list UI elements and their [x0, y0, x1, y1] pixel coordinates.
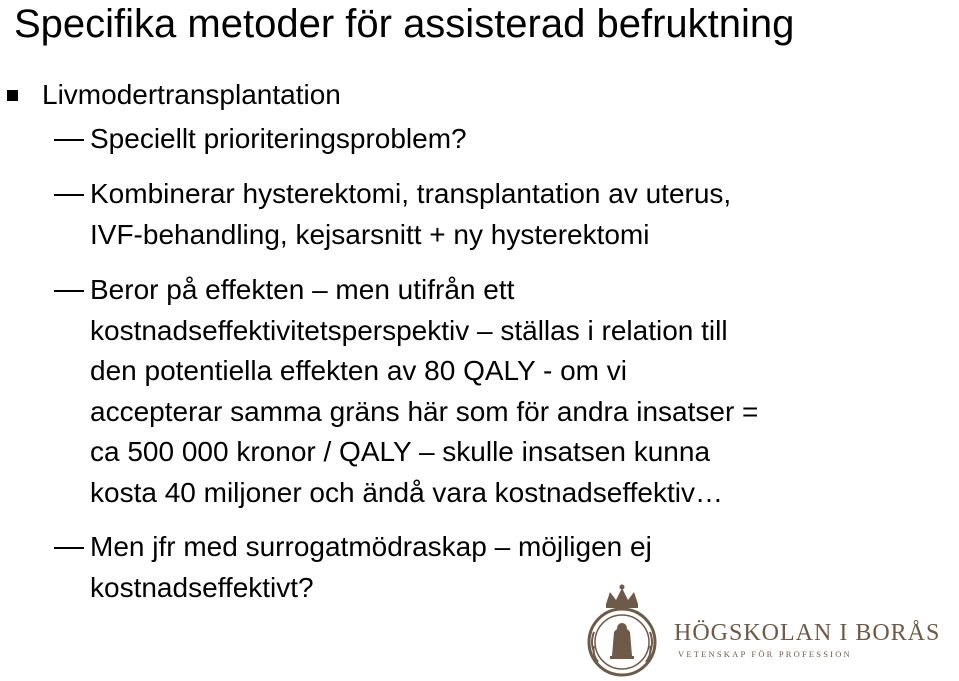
dash-bullet-icon [54, 547, 84, 549]
slide-title: Specifika metoder för assisterad befruktning [14, 2, 795, 46]
square-bullet-icon [7, 90, 18, 101]
subbullet-text: Speciellt prioriteringsproblem? [90, 123, 467, 154]
logo-tagline: VETENSKAP FÖR PROFESSION [678, 649, 852, 659]
subbullet-text: Kombinerar hysterektomi, transplantation av uterus, IVF-behandling, kejsarsnitt + ny hysterektomi [90, 178, 732, 250]
dash-bullet-icon [54, 194, 84, 196]
university-logo [572, 578, 959, 681]
logo-name: HÖGSKOLAN I BORÅS [674, 620, 941, 646]
subbullet-text: Men jfr med surrogatmödraskap – möjligen ej kostnadseffektivt? [90, 531, 652, 603]
bullet-text: Livmodertransplantation [42, 79, 341, 110]
dash-bullet-icon [54, 139, 84, 141]
dash-bullet-icon [54, 290, 84, 292]
subbullet-text: Beror på effekten – men utifrån ett kostnadseffektivitetsperspektiv – ställas i relation till den potentiella effekten av 80 QALY - om vi accepterar samma gräns här som för andra insatser = ca 500 000 kronor / QALY – skulle insatsen kunna kosta 40 miljoner och ändå vara kostnadseffektiv… [90, 274, 759, 508]
bullet-item [0, 78, 959, 112]
crest-icon [580, 582, 664, 678]
